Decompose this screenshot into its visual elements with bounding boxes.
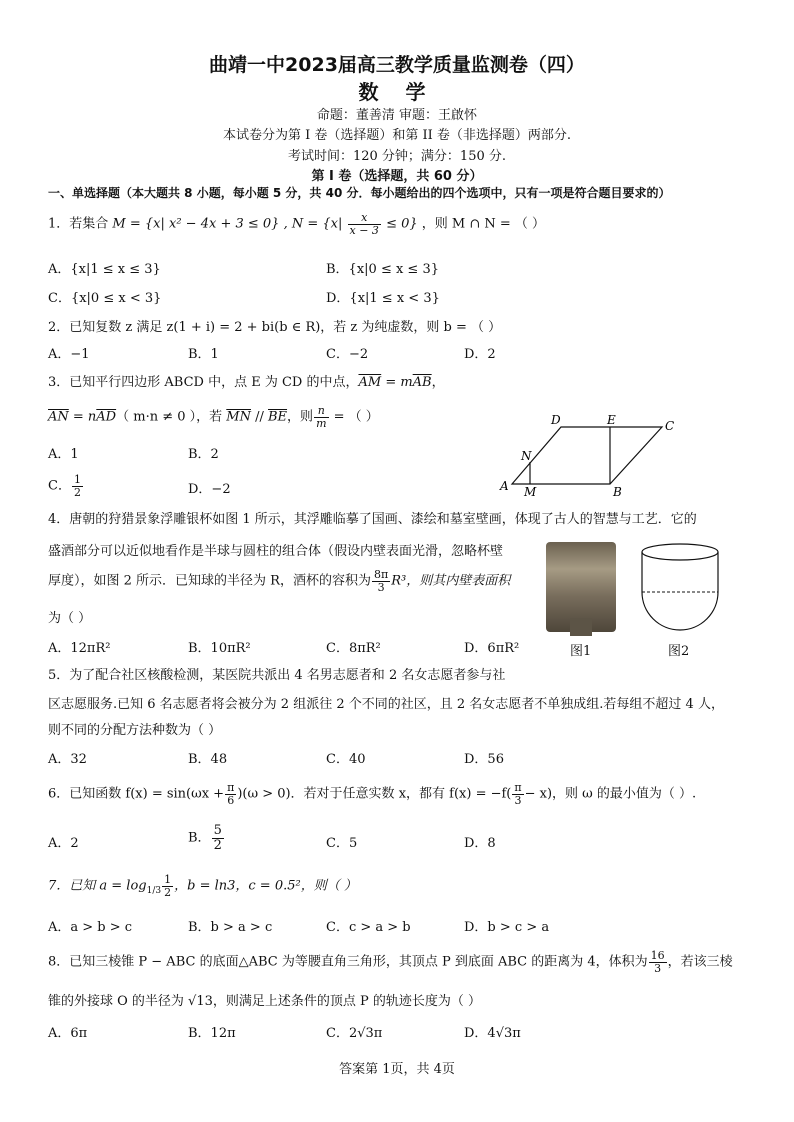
time-line: 考试时间：120 分钟；满分：150 分. bbox=[287, 149, 507, 164]
q5-option-a[interactable]: A．32 bbox=[48, 752, 87, 767]
question-3-line-2: $\overline{AN} = n\overline{AD}$（ m·n ≠ 0 ），若 $\overline{MN} // \overline{BE}$，则 $\frac{n}{m}$ = （ ） bbox=[48, 404, 379, 430]
q1-option-b[interactable]: B．{x|0 ≤ x ≤ 3} bbox=[326, 262, 439, 277]
q5-option-c[interactable]: C．40 bbox=[326, 752, 366, 767]
cup-diagram bbox=[632, 540, 732, 640]
silver-cup-stem bbox=[570, 618, 592, 636]
q7-option-a[interactable]: A．a > b > c bbox=[48, 920, 133, 935]
q1-option-d[interactable]: D．{x|1 ≤ x < 3} bbox=[326, 291, 440, 306]
subject-title: 数 学 bbox=[358, 80, 436, 104]
q6-option-b[interactable]: B． $\frac{5}{2}$ bbox=[188, 823, 222, 853]
q3-fraction: $\frac{n}{m}$ bbox=[316, 404, 327, 430]
q7-option-c[interactable]: C．c > a > b bbox=[326, 920, 411, 935]
authors-line: 命题：董善清 审题：王啟怀 bbox=[316, 108, 478, 123]
question-8-line-1: 8．已知三棱锥 P − ABC 的底面△ABC 为等腰直角三角形，其顶点 P 到底面 ABC 的距离为 4，体积为 $\frac{16}{3}$ ，若该三棱 bbox=[48, 949, 733, 975]
q4-option-c[interactable]: C．8πR² bbox=[326, 641, 381, 656]
q1-option-a[interactable]: A．{x|1 ≤ x ≤ 3} bbox=[48, 262, 161, 277]
q4-option-d[interactable]: D．6πR² bbox=[464, 641, 520, 656]
exam-title: 曲靖一中2023届高三教学质量监测卷（四） bbox=[209, 54, 585, 76]
intro-line: 本试卷分为第 I 卷（选择题）和第 II 卷（非选择题）两部分. bbox=[222, 128, 572, 143]
q8-option-c[interactable]: C．2√3π bbox=[326, 1026, 383, 1041]
label-N: N bbox=[521, 449, 532, 463]
figure-2-label: 图2 bbox=[668, 644, 690, 659]
q3-option-a[interactable]: A．1 bbox=[48, 447, 79, 462]
question-2: 2．已知复数 z 满足 z(1 + i) = 2 + bi(b ∈ R)，若 z 为纯虚数，则 b = （ ） bbox=[48, 320, 502, 335]
q3-option-d[interactable]: D．−2 bbox=[188, 482, 231, 497]
page-footer: 答案第 1页，共 4页 bbox=[339, 1062, 455, 1077]
label-D: D bbox=[551, 413, 561, 427]
question-8-line-2: 锥的外接球 O 的半径为 √13，则满足上述条件的顶点 P 的轨迹长度为（ ） bbox=[48, 994, 482, 1009]
question-6: 6．已知函数 f(x) = sin(ωx + $\frac{\pi}{6}$ )(ω > 0)．若对于任意实数 x，都有 f(x) = −f( $\frac{\pi}{3}$ − x)，则 ω 的最小值为（ ）. bbox=[48, 781, 697, 807]
question-4-line-4: 为（ ） bbox=[48, 611, 92, 626]
q2-option-a[interactable]: A．−1 bbox=[48, 347, 90, 362]
question-4-line-3: 厚度），如图 2 所示．已知球的半径为 R，酒杯的容积为 $\frac{8\pi}{3}$ R³，则其内壁表面积 bbox=[48, 568, 511, 594]
parallelogram-figure bbox=[495, 412, 685, 502]
q3-option-c[interactable]: C． $\frac{1}{2}$ bbox=[48, 473, 81, 499]
q5-option-d[interactable]: D．56 bbox=[464, 752, 504, 767]
question-3-line-1: 3．已知平行四边形 ABCD 中，点 E 为 CD 的中点，$\overline{AM} = m\overline{AB}$， bbox=[48, 375, 445, 390]
label-C: C bbox=[665, 419, 675, 433]
q1-option-c[interactable]: C．{x|0 ≤ x < 3} bbox=[48, 291, 162, 306]
q1-set-n-post: ≤ 0} bbox=[386, 216, 418, 232]
q1-fraction: $\frac{x}{x - 3}$ bbox=[349, 211, 379, 237]
label-B: B bbox=[613, 485, 622, 499]
part1-heading: 第 I 卷（选择题，共 60 分） bbox=[311, 169, 483, 184]
q1-suffix: ，则 M ∩ N = （ ） bbox=[421, 216, 546, 232]
q5-option-b[interactable]: B．48 bbox=[188, 752, 228, 767]
q6-option-c[interactable]: C．5 bbox=[326, 836, 358, 851]
question-4-line-2: 盛酒部分可以近似地看作是半球与圆柱的组合体（假设内壁表面光滑，忽略杯壁 bbox=[48, 544, 504, 559]
q8-option-b[interactable]: B．12π bbox=[188, 1026, 236, 1041]
section-heading: 一、单选择题（本大题共 8 小题，每小题 5 分，共 40 分．每小题给出的四个选项中，只有一项是符合题目要求的） bbox=[48, 186, 671, 200]
question-1 bbox=[48, 212, 545, 236]
q2-option-b[interactable]: B．1 bbox=[188, 347, 219, 362]
q8-option-a[interactable]: A．6π bbox=[48, 1026, 88, 1041]
q2-option-d[interactable]: D．2 bbox=[464, 347, 496, 362]
question-5-line-1: 5．为了配合社区核酸检测，某医院共派出 4 名男志愿者和 2 名女志愿者参与社 bbox=[48, 668, 506, 683]
figure-1-label: 图1 bbox=[570, 644, 592, 659]
question-5-line-3: 则不同的分配方法种数为（ ） bbox=[48, 723, 222, 738]
question-5-line-2: 区志愿服务.已知 6 名志愿者将会被分为 2 组派往 2 个不同的社区，且 2 名女志愿者不单独成组.若每组不超过 4 人， bbox=[48, 697, 724, 712]
q6-option-d[interactable]: D．8 bbox=[464, 836, 496, 851]
label-E: E bbox=[607, 413, 616, 427]
q1-prefix: 1．若集合 bbox=[48, 216, 109, 232]
q4-option-a[interactable]: A．12πR² bbox=[48, 641, 111, 656]
question-7: 7．已知 $a = \log_{1/3}$ $\frac{1}{2}$ ，b = ln3，c = 0.5²，则（ ） bbox=[48, 873, 357, 899]
label-M: M bbox=[524, 485, 537, 499]
label-A: A bbox=[500, 479, 509, 493]
q7-option-d[interactable]: D．b > c > a bbox=[464, 920, 550, 935]
q3-option-b[interactable]: B．2 bbox=[188, 447, 219, 462]
q8-option-d[interactable]: D．4√3π bbox=[464, 1026, 521, 1041]
q1-set-n-pre: , N = {x| bbox=[283, 216, 343, 232]
q7-option-b[interactable]: B．b > a > c bbox=[188, 920, 273, 935]
question-4-line-1: 4．唐朝的狩猎景象浮雕银杯如图 1 所示，其浮雕临摹了国画、漆绘和墓室壁画，体现了古人的智慧与工艺．它的 bbox=[48, 512, 697, 527]
q6-option-a[interactable]: A．2 bbox=[48, 836, 79, 851]
q1-set-m: M = {x| x² − 4x + 3 ≤ 0} bbox=[112, 216, 280, 232]
q4-option-b[interactable]: B．10πR² bbox=[188, 641, 251, 656]
q2-option-c[interactable]: C．−2 bbox=[326, 347, 369, 362]
